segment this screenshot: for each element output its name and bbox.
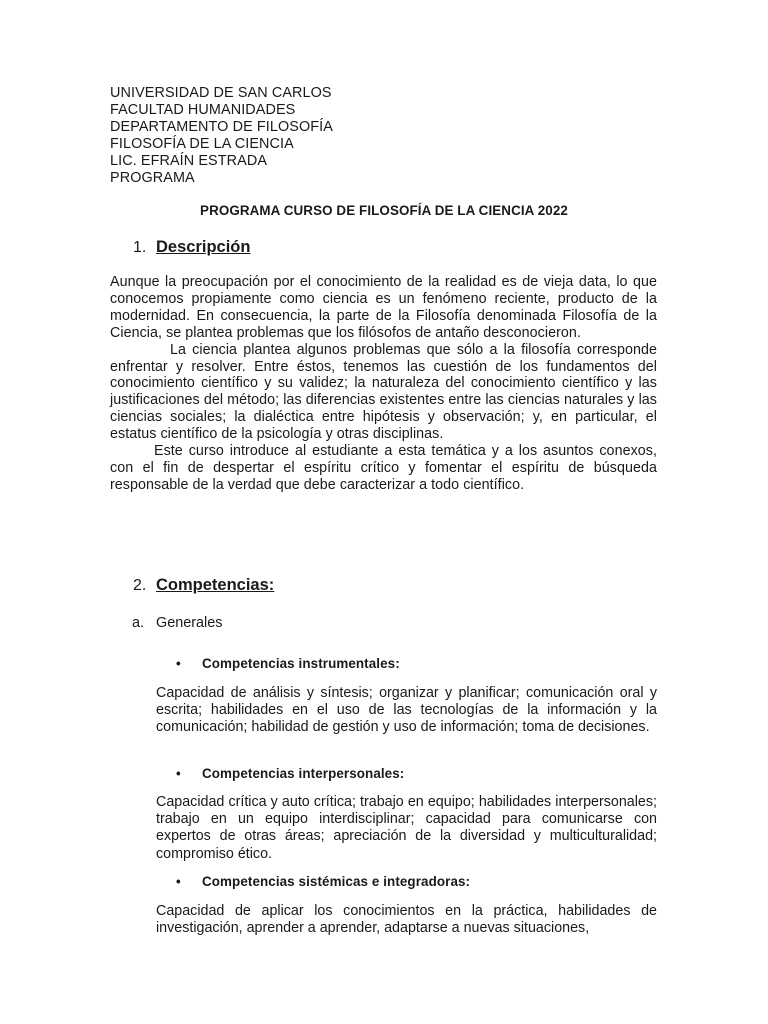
bullet-icon: • bbox=[176, 766, 181, 781]
competency-title: Competencias interpersonales: bbox=[202, 766, 405, 781]
bullet-icon: • bbox=[176, 874, 181, 889]
document-header bbox=[110, 85, 333, 187]
subsection-label: a. bbox=[132, 615, 145, 631]
header-course: FILOSOFÍA DE LA CIENCIA bbox=[110, 136, 294, 152]
header-faculty: FACULTAD HUMANIDADES bbox=[110, 102, 296, 118]
competency-title: Competencias sistémicas e integradoras: bbox=[202, 874, 471, 889]
bullet-icon: • bbox=[176, 656, 181, 671]
section2-heading: Competencias: bbox=[156, 576, 275, 594]
competency-heading-interpersonal bbox=[176, 766, 404, 781]
competency-text-interpersonal: Capacidad crítica y auto crítica; trabajo en equipo; habilidades interpersonales; trabajo en un equipo interdisciplinar; capacidad para comunicarse con expertos de otras áreas; apreciación de la diversidad y multiculturalidad; compromiso ético. bbox=[156, 794, 657, 862]
section2-number: 2. bbox=[133, 577, 147, 594]
competency-text-systemic: Capacidad de aplicar los conocimientos en la práctica, habilidades de investigación, aprender a aprender, adaptarse a nuevas situaciones, bbox=[156, 903, 657, 937]
subsection-title: Generales bbox=[156, 615, 223, 631]
competency-title: Competencias instrumentales: bbox=[202, 656, 400, 671]
competency-heading-systemic bbox=[176, 874, 470, 889]
header-program: PROGRAMA bbox=[110, 170, 195, 186]
section1-paragraph-3: Este curso introduce al estudiante a esta temática y a los asuntos conexos, con el fin de despertar el espíritu crítico y fomentar el espíritu de búsqueda responsable de la verdad que debe caracterizar a todo científico. bbox=[110, 443, 657, 493]
header-university: UNIVERSIDAD DE SAN CARLOS bbox=[110, 85, 332, 101]
competency-heading-instrumental bbox=[176, 656, 400, 671]
section1-heading: Descripción bbox=[156, 238, 251, 256]
document-title: PROGRAMA CURSO DE FILOSOFÍA DE LA CIENCIA 2022 bbox=[200, 203, 568, 218]
section1-paragraph-2: La ciencia plantea algunos problemas que sólo a la filosofía corresponde enfrentar y resolver. Entre éstos, tenemos las cuestión de los fundamentos del conocimiento científico y su validez; la naturaleza del conocimiento científico y las justificaciones del método; las diferencias existentes entre las ciencias naturales y las ciencias sociales; la dialéctica entre hipótesis y observación; y, en particular, el estatus científico de la psicología y otras disciplinas. bbox=[110, 341, 657, 443]
section1-paragraph-1: Aunque la preocupación por el conocimiento de la realidad es de vieja data, lo que conocemos propiamente como ciencia es un fenómeno reciente, producto de la modernidad. En consecuencia, la parte de la Filosofía denominada Filosofía de la Ciencia, se plantea problemas que los filósofos de antaño desconocieron. bbox=[110, 274, 657, 341]
section1-body bbox=[110, 274, 657, 494]
header-department: DEPARTAMENTO DE FILOSOFÍA bbox=[110, 119, 333, 135]
section1-number: 1. bbox=[133, 239, 147, 256]
subsection-generales bbox=[132, 615, 222, 631]
header-instructor: LIC. EFRAÍN ESTRADA bbox=[110, 153, 268, 169]
competency-text-instrumental: Capacidad de análisis y síntesis; organizar y planificar; comunicación oral y escrita; habilidades en el uso de las tecnologías de la información y la comunicación; habilidad de gestión y uso de información; toma de decisiones. bbox=[156, 685, 657, 736]
